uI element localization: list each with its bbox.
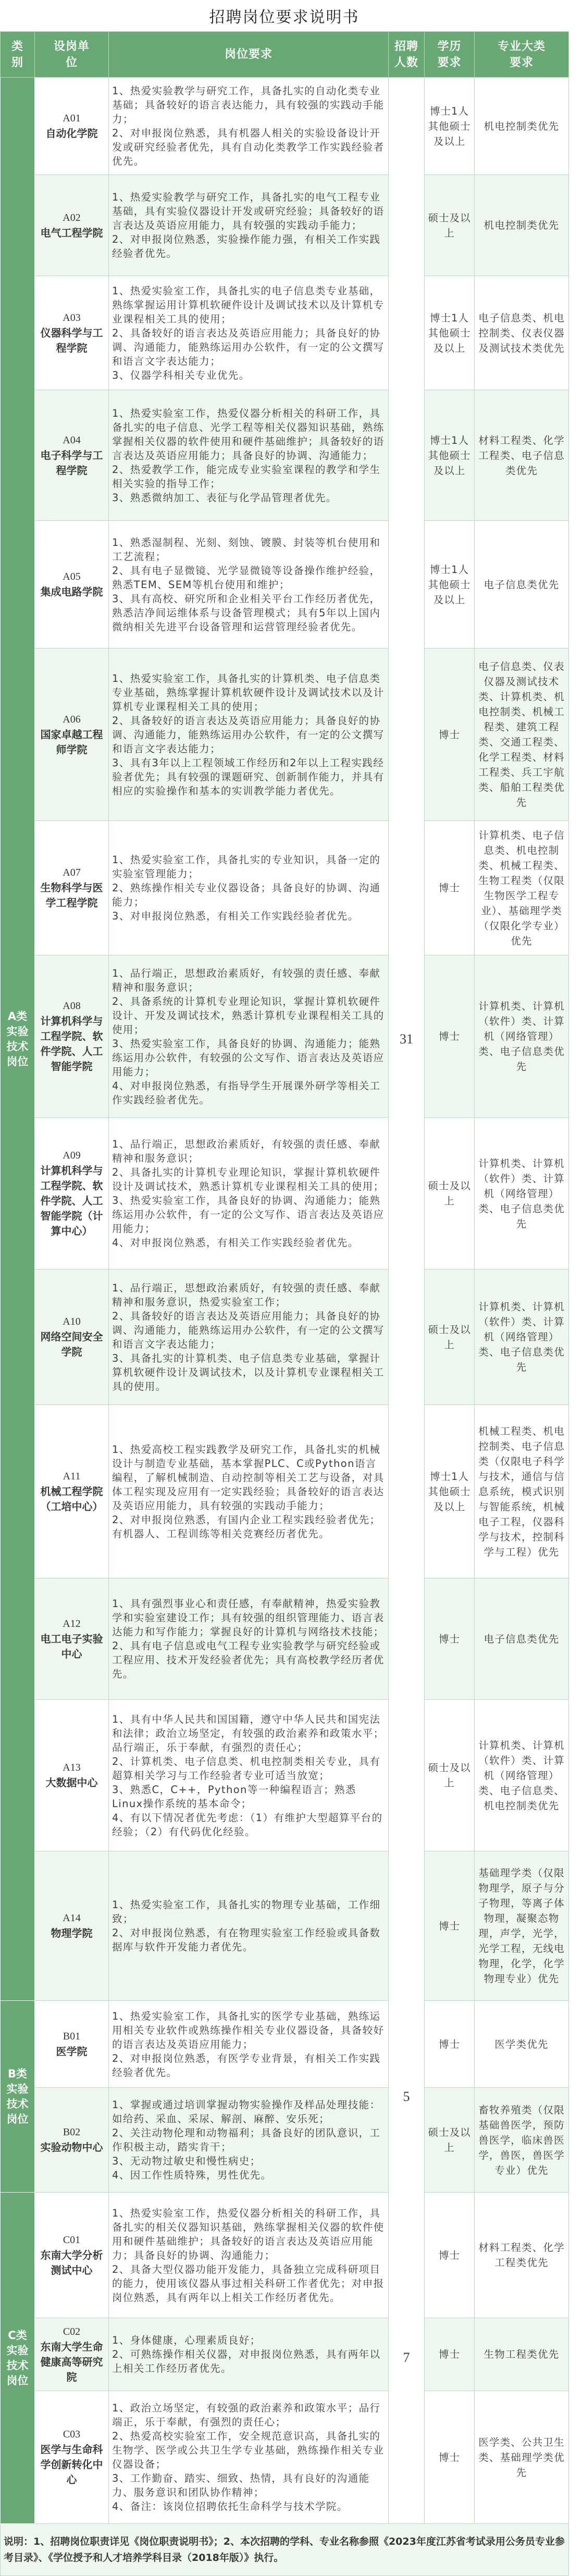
requirement-item: 3、仪器学科相关专业优先。: [112, 369, 250, 381]
table-row: [1, 649, 569, 821]
requirement-item: 2、可熟练操作相关仪器，对申报岗位熟悉，具有两年以上相关工作经历者优先。: [112, 2348, 381, 2374]
table-row: [1, 955, 569, 1118]
table-row: [1, 1700, 569, 1851]
position-code: C01: [63, 2234, 81, 2246]
position-code: A12: [63, 1617, 81, 1629]
unit-cell: [35, 2088, 109, 2193]
requirement-item: 1、熟悉湿制程、光刻、刻蚀、镀膜、封装等机台使用和工艺流程；: [112, 536, 381, 563]
position-code: A10: [63, 1316, 81, 1327]
major-cell: 电子信息类、机电控制类、仪表仪器及测试技术类优先: [475, 276, 569, 390]
major-cell: 机械工程类、机电控制类、电子信息类（仅限电子科学与技术，通信与信息系统，模式识别与智能系统，机械电子工程，仪器科学与技术，控制科学与工程）优先: [475, 1405, 569, 1578]
requirement-item: 1、热爱实验室工作，具备扎实的医学专业基础，熟练运用相关专业软件或熟练操作相关专业仪器设备，具备较好的语言表达及英语应用能力；: [112, 2010, 385, 2050]
table-row: [1, 276, 569, 390]
education-cell: 博士: [425, 2193, 475, 2318]
requirement-item: 2、具备系统的计算机专业理论知识，掌握计算机软硬件设计、开发及调试技术，熟悉计算机专业课程相关工具的使用；: [112, 995, 385, 1036]
position-code: C03: [63, 2429, 81, 2440]
education-cell: 硕士及以上: [425, 1118, 475, 1270]
requirements-cell: [109, 2318, 389, 2391]
headcount-cell: 7: [389, 2193, 425, 2524]
major-cell: 计算机类、计算机（软件）类、计算机（网络管理）类、电子信息类、机电控制类优先: [475, 1700, 569, 1851]
requirement-item: 3、熟悉C，C++，Python等一种编程语言；熟悉Linux操作系统的基本命令；: [112, 1783, 356, 1810]
headcount-cell: 5: [389, 2001, 425, 2193]
unit-name: 实验动物中心: [40, 2141, 103, 2154]
requirements-cell: [109, 2001, 389, 2088]
category-cell: [1, 2193, 35, 2524]
requirements-cell: [109, 1851, 389, 2001]
requirement-item: 2、具备较好的语言表达及英语应用能力；具备良好的协调、沟通能力，能熟练运用办公软件，有一定的公文撰写和语言文字表达能力；: [112, 1310, 385, 1350]
requirement-item: 3、对申报岗位熟悉，有相关工作实践经验者优先。: [112, 910, 359, 922]
category-cell: [1, 2001, 35, 2193]
major-cell: 电子信息类、仪表仪器及测试技术类、计算机类、机电控制类、机械工程类、建筑工程类、交通工程类、化学工程类、材料工程类、兵工宇航类、船舶工程类优先: [475, 649, 569, 821]
requirements-cell: [109, 2088, 389, 2193]
unit-name: 计算机科学与工程学院、软件学院、人工智能学院（计算中心）: [40, 1164, 103, 1237]
unit-cell: [35, 2193, 109, 2318]
requirement-item: 4、对申报岗位熟悉，有指导学生开展课外研学等相关工作实践经验者优先。: [112, 1079, 381, 1106]
table-row: [1, 1270, 569, 1405]
unit-name: 医学与生命科学创新转化中心: [40, 2443, 103, 2486]
requirement-item: 1、热爱高校工程实践教学及研究工作，具备扎实的机械设计与制造专业基础，基本掌握PLC、C或Python语言编程，了解机械制造、自动控制等相关工艺与设备，对具体工程实现及应用有一定实践经验；具备较好的语言表达及英语应用能力，具有较强的实践动手能力；: [112, 1443, 385, 1512]
requirement-item: 1、热爱实验教学与研究工作，具备扎实的电气工程专业基础，具有实验仪器设计开发或研究经验；具备较好的语言表达及英语应用能力，具有较强的实践动手能力；: [112, 191, 385, 231]
headcount-cell: 31: [389, 78, 425, 2001]
requirements-cell: [109, 2193, 389, 2318]
requirement-item: 1、掌握或通过培训掌握动物实验操作及样品处理技能：如给药、采血、采尿、解剖、麻醉、安乐死；: [112, 2099, 381, 2125]
requirement-item: 1、政治立场坚定，有较强的政治素养和政策水平；品行端正，乐于奉献，有强烈的责任心；: [112, 2402, 381, 2428]
category-label: B类实验技术岗位: [6, 2067, 29, 2125]
education-cell: 博士: [425, 2001, 475, 2088]
education-cell: 博士: [425, 1851, 475, 2001]
major-cell: 医学类、公共卫生类、基础理学类优先: [475, 2391, 569, 2524]
requirement-item: 2、对申报岗位熟悉，有医学专业背景，有相关工作实践经验者优先。: [112, 2052, 381, 2079]
requirements-cell: [109, 1118, 389, 1270]
unit-cell: [35, 1578, 109, 1700]
requirements-cell: [109, 955, 389, 1118]
major-cell: 计算机类、电子信息类、机电控制类、机械工程类、生物工程类（仅限生物医学工程专业）、基础理学类（仅限化学专业）优先: [475, 821, 569, 955]
requirements-cell: [109, 1405, 389, 1578]
education-cell: 博士: [425, 955, 475, 1118]
unit-name: 东南大学分析测试中心: [40, 2248, 103, 2276]
unit-name: 物理学院: [51, 1927, 93, 1939]
requirement-item: 2、具备较好的语言表达及英语应用能力；具备良好的协调、沟通能力，能熟练运用办公软件，有一定的公文撰写和语言文字表达能力；: [112, 714, 385, 755]
unit-name: 机械工程学院（工培中心）: [40, 1485, 103, 1513]
unit-name: 生物科学与医学工程学院: [40, 881, 103, 909]
requirement-item: 3、具有3年以上工程领域工作经历和2年以上工程实践经验者优先；具有较强的课题研究、创新制作能力，并具有相应的实验操作和基本的实训教学能力者优先。: [112, 756, 385, 797]
requirement-item: 1、热爱实验室工作，具备扎实的电子信息类专业基础，熟练掌握运用计算机软硬件设计及调试技术以及计算机专业课程相关工具的使用；: [112, 284, 385, 325]
requirement-item: 3、具备扎实的计算机类、电子信息类专业基础，掌握计算机软硬件设计及调试技术，以及计算机专业课程相关工具的使用。: [112, 1352, 385, 1392]
major-cell: 机电控制类优先: [475, 78, 569, 175]
education-cell: 博士1人其他硕士及以上: [425, 78, 475, 175]
unit-cell: [35, 955, 109, 1118]
requirement-item: 1、具有中华人民共和国国籍，遵守中华人民共和国宪法和法律；政治立场坚定，有较强的政治素养和政策水平；品行端正，乐于奉献，有强烈的责任心；: [112, 1713, 385, 1753]
position-code: A07: [63, 867, 81, 878]
unit-cell: [35, 649, 109, 821]
requirement-item: 3、无动物过敏史和慢性病史；: [112, 2155, 261, 2167]
requirements-cell: [109, 1700, 389, 1851]
requirement-item: 1、品行端正，思想政治素质好，有较强的责任感、奉献精神和服务意识；: [112, 1138, 381, 1164]
requirement-item: 2、热爱教学工作，能完成专业实验室课程的教学和学生相关实验的指导工作；: [112, 463, 381, 490]
requirement-item: 2、对申报岗位熟悉，实验操作能力强，有相关工作实践经验者优先。: [112, 233, 381, 259]
education-cell: 博士1人其他硕士及以上: [425, 390, 475, 521]
requirement-item: 1、热爱实验室工作，具备扎实的专业知识，具备一定的实验室管理能力；: [112, 854, 381, 880]
unit-name: 集成电路学院: [40, 586, 103, 598]
education-cell: 硕士及以上: [425, 2088, 475, 2193]
requirements-table: [0, 31, 569, 2576]
requirement-item: 1、热爱实验室工作，热爱仪器分析相关的科研工作，具备扎实的相关仪器知识基础，熟练掌握相关仪器的软件使用和硬件基础维护；具备较好的语言表达及英语应用能力；具备良好的协调、沟通能力；: [112, 2207, 385, 2261]
major-cell: 基础理学类（仅限物理学，原子与分子物理，等离子体物理，凝聚态物理，声学，光学，光学工程，无线电物理，化学，化学物理专业）优先: [475, 1851, 569, 2001]
education-cell: 硕士及以上: [425, 1700, 475, 1851]
footnote: 说明：1、招聘岗位职责详见《岗位职责说明书》；2、本次招聘的学科、专业名称参照《2023年度江苏省考试录用公务员专业参考目录》、《学位授予和人才培养学科目录（2018年版）》执行。: [1, 2524, 569, 2576]
education-cell: 硕士及以上: [425, 175, 475, 276]
table-row: [1, 2088, 569, 2193]
requirements-cell: [109, 390, 389, 521]
requirements-cell: [109, 78, 389, 175]
unit-name: 自动化学院: [45, 127, 98, 140]
requirement-item: 3、熟悉微纳加工、表征与化学品管理者优先。: [112, 491, 337, 504]
requirements-cell: [109, 2391, 389, 2524]
category-cell: [1, 78, 35, 2001]
education-cell: 博士1人其他硕士及以上: [425, 521, 475, 649]
unit-cell: [35, 1700, 109, 1851]
requirement-item: 2、熟练操作相关专业仪器设备；具备良好的协调、沟通能力；: [112, 882, 381, 908]
position-code: A11: [63, 1470, 81, 1482]
unit-name: 电气工程学院: [40, 226, 103, 239]
unit-cell: [35, 2391, 109, 2524]
header-unit: 设岗单位: [35, 32, 109, 78]
unit-cell: [35, 390, 109, 521]
unit-cell: [35, 821, 109, 955]
position-code: A13: [63, 1762, 81, 1773]
requirements-cell: [109, 821, 389, 955]
unit-name: 东南大学生命健康高等研究院: [40, 2340, 103, 2383]
requirement-item: 2、具备较好的语言表达及英语应用能力；具备良好的协调、沟通能力，能熟练运用办公软件，有一定的公文撰写和语言文字表达能力；: [112, 327, 385, 367]
unit-cell: [35, 175, 109, 276]
position-code: A04: [63, 434, 81, 446]
table-row: [1, 2318, 569, 2391]
requirement-item: 2、具有电子显微镜、光学显微镜等设备操作维护经验，熟悉TEM、SEM等机台使用和维护；: [112, 564, 381, 591]
page-title: 招聘岗位要求说明书: [209, 8, 360, 27]
unit-name: 电子科学与工程学院: [40, 449, 103, 477]
education-cell: 博士: [425, 1578, 475, 1700]
table-row: [1, 78, 569, 175]
header-category: 类别: [1, 32, 35, 78]
position-code: A06: [63, 713, 81, 725]
major-cell: 电子信息类优先: [475, 521, 569, 649]
unit-name: 医学院: [56, 2045, 88, 2058]
education-cell: 博士: [425, 2391, 475, 2524]
position-code: A14: [63, 1912, 81, 1924]
requirements-cell: [109, 175, 389, 276]
unit-name: 仪器科学与工程学院: [40, 326, 103, 354]
major-cell: 机电控制类优先: [475, 175, 569, 276]
position-code: A02: [63, 211, 81, 223]
position-code: A09: [63, 1150, 81, 1161]
requirements-cell: [109, 649, 389, 821]
requirement-item: 4、有以下情况者优先考虑：（1）有维护大型超算平台的经验；（2）有代码优化经验。: [112, 1811, 383, 1838]
unit-cell: [35, 1851, 109, 2001]
table-row: [1, 175, 569, 276]
header-requirements: 岗位要求: [109, 32, 389, 78]
requirement-item: 3、热爱实验室工作，具备良好的协调、沟通能力；能熟练运用办公软件，有一定的公文写作、语言表达及英语应用能力；: [112, 1194, 385, 1235]
requirement-item: 2、具备扎实的计算机专业理论知识，掌握计算机软硬件设计及调试技术，熟悉计算机专业课程相关工具的使用；: [112, 1166, 385, 1192]
position-code: A03: [63, 312, 81, 323]
table-row: [1, 1118, 569, 1270]
unit-cell: [35, 2001, 109, 2088]
education-cell: 博士: [425, 649, 475, 821]
requirement-item: 1、热爱实验室工作，具备扎实的计算机类、电子信息类专业基础，熟练掌握计算机软硬件设计及调试技术以及计算机专业课程相关工具的使用；: [112, 672, 385, 713]
major-cell: 计算机类、计算机（软件）类、计算机（网络管理）类、电子信息类优先: [475, 1270, 569, 1405]
education-cell: 博士: [425, 2318, 475, 2391]
requirement-item: 1、热爱实验室工作，具备扎实的物理专业基础，工作细致；: [112, 1899, 381, 1925]
requirement-item: 4、因工作性质特殊，男性优先。: [112, 2169, 272, 2181]
requirement-item: 1、热爱实验室工作，热爱仪器分析相关的科研工作，具备扎实的电子信息、光学工程等相关仪器知识基础，熟练掌握相关仪器的软件使用和硬件基础维护；具备较好的语言表达及英语应用能力；具备良好的协调、沟通能力；: [112, 407, 385, 462]
position-code: A05: [63, 571, 81, 582]
major-cell: 材料工程类、化学工程类、电子信息类优先: [475, 390, 569, 521]
unit-cell: [35, 1405, 109, 1578]
table-header-row: [1, 32, 569, 78]
unit-name: 大数据中心: [45, 1776, 98, 1789]
education-cell: 博士1人其他硕士及以上: [425, 276, 475, 390]
position-code: B02: [63, 2126, 81, 2138]
unit-cell: [35, 78, 109, 175]
requirement-item: 3、热爱实验室工作，具备良好的协调、沟通能力；能熟练运用办公软件，有较强的公文写作、语言表达及英语应用能力；: [112, 1037, 385, 1078]
table-row: [1, 1578, 569, 1700]
requirement-item: 4、对申报岗位熟悉，有相关工作实践经验者优先。: [112, 1237, 359, 1249]
unit-cell: [35, 2318, 109, 2391]
table-row: [1, 1851, 569, 2001]
unit-name: 电工电子实验中心: [40, 1632, 103, 1660]
requirement-item: 2、对申报岗位熟悉，有在物理实验室工作经验或具备数据库与软件开发能力者优先。: [112, 1927, 381, 1953]
requirement-item: 3、具有高校、研究所和企业相关平台工作经历者优先，熟悉洁净间运维体系与设备管理模式；具有5年以上国内微纳相关先进平台设备管理和运营管理经验者优先。: [112, 592, 381, 633]
requirement-item: 1、热爱实验教学与研究工作，具备扎实的自动化类专业基础；具备较好的语言表达能力，具有较强的实践动手能力；: [112, 85, 385, 125]
unit-cell: [35, 1118, 109, 1270]
header-education: 学历要求: [425, 32, 475, 78]
education-cell: 博士: [425, 821, 475, 955]
table-row: [1, 1405, 569, 1578]
unit-cell: [35, 521, 109, 649]
position-code: C02: [63, 2325, 81, 2337]
table-row: [1, 521, 569, 649]
unit-name: 计算机科学与工程学院、软件学院、人工智能学院: [40, 1015, 103, 1073]
requirement-item: 2、具有电子信息或电气工程专业实验教学与研究经验或工程应用、技术开发经验者优先；具有高校教学经历者优先。: [112, 1640, 385, 1680]
unit-name: 网络空间安全学院: [40, 1330, 103, 1358]
category-label: C类实验技术岗位: [6, 2329, 29, 2387]
position-code: A08: [63, 1000, 81, 1012]
requirement-item: 2、关注动物伦理和动物福利；具备良好的团队意识，工作积极主动，踏实肯干；: [112, 2127, 381, 2153]
requirement-item: 1、品行端正，思想政治素质好，有较强的责任感、奉献精神和服务意识；: [112, 967, 381, 993]
header-count: 招聘人数: [389, 32, 425, 78]
table-row: [1, 2391, 569, 2524]
position-code: A01: [63, 113, 81, 124]
requirements-cell: [109, 1578, 389, 1700]
requirement-item: 2、计算机类、电子信息类、机电控制类相关专业，具有超算相关学习与工作经验者专业可适当放宽；: [112, 1755, 381, 1782]
table-row: [1, 2001, 569, 2088]
table-row: [1, 390, 569, 521]
requirements-cell: [109, 521, 389, 649]
major-cell: 计算机类、计算机（软件）类、计算机（网络管理）类、电子信息类优先: [475, 955, 569, 1118]
category-label: A类实验技术岗位: [6, 1010, 29, 1068]
requirement-item: 1、品行端正，思想政治素质好，有较强的责任感、奉献精神和服务意识，热爱实验室工作；: [112, 1281, 381, 1308]
unit-cell: [35, 1270, 109, 1405]
header-major: 专业大类要求: [475, 32, 569, 78]
table-row: [1, 2193, 569, 2318]
requirement-item: 2、对申报岗位熟悉，有国内企业工程实践经验者优先；有机器人、工程训练等相关竞赛经历者优先。: [112, 1513, 381, 1540]
unit-name: 国家卓越工程师学院: [40, 728, 103, 756]
major-cell: 电子信息类优先: [475, 1578, 569, 1700]
education-cell: 硕士及以上: [425, 1270, 475, 1405]
requirement-item: 2、具备大型仪器功能开发能力，具备独立完成科研项目的能力，使用该仪器从事过相关科研工作者优先；对申报岗位熟悉，具有两年以上相关工作经历者优先。: [112, 2263, 385, 2304]
major-cell: 医学类优先: [475, 2001, 569, 2088]
requirement-item: 2、对申报岗位熟悉，具有机器人相关的实验设备设计开发或研究经验者优先，具有自动化类教学工作实践经验者优先。: [112, 127, 385, 167]
major-cell: 计算机类、计算机（软件）类、计算机（网络管理）类、电子信息类优先: [475, 1118, 569, 1270]
requirement-item: 2、热爱高校实验室工作，安全规范意识高，具备扎实的生物学、医学或公共卫生学专业基础，熟练操作相关专业仪器设备；: [112, 2430, 385, 2470]
table-row: [1, 821, 569, 955]
major-cell: 生物工程类优先: [475, 2318, 569, 2391]
major-cell: 畜牧养殖类（仅限基础兽医学，预防兽医学，临床兽医学，兽医，兽医学专业）优先: [475, 2088, 569, 2193]
education-cell: 博士1人其他硕士及以上: [425, 1405, 475, 1578]
unit-cell: [35, 276, 109, 390]
major-cell: 材料工程类、化学工程类优先: [475, 2193, 569, 2318]
note-row: [1, 2524, 569, 2576]
requirements-cell: [109, 1270, 389, 1405]
requirement-item: 4、备注：该岗位招聘依托生命科学与技术学院。: [112, 2500, 348, 2512]
requirement-item: 1、具有强烈事业心和责任感，有奉献精神，热爱实验教学和实验室建设工作；具有较强的组织管理能力、语言表达能力和写作能力；掌握良好的计算机与网络技术技能；: [112, 1598, 385, 1638]
requirement-item: 1、身体健康，心理素质良好；: [112, 2334, 261, 2346]
position-code: B01: [63, 2031, 81, 2042]
requirement-item: 3、工作勤奋、踏实、细致、热情，具有良好的沟通能力、服务意识和团队协作精神；: [112, 2472, 370, 2498]
requirements-cell: [109, 276, 389, 390]
